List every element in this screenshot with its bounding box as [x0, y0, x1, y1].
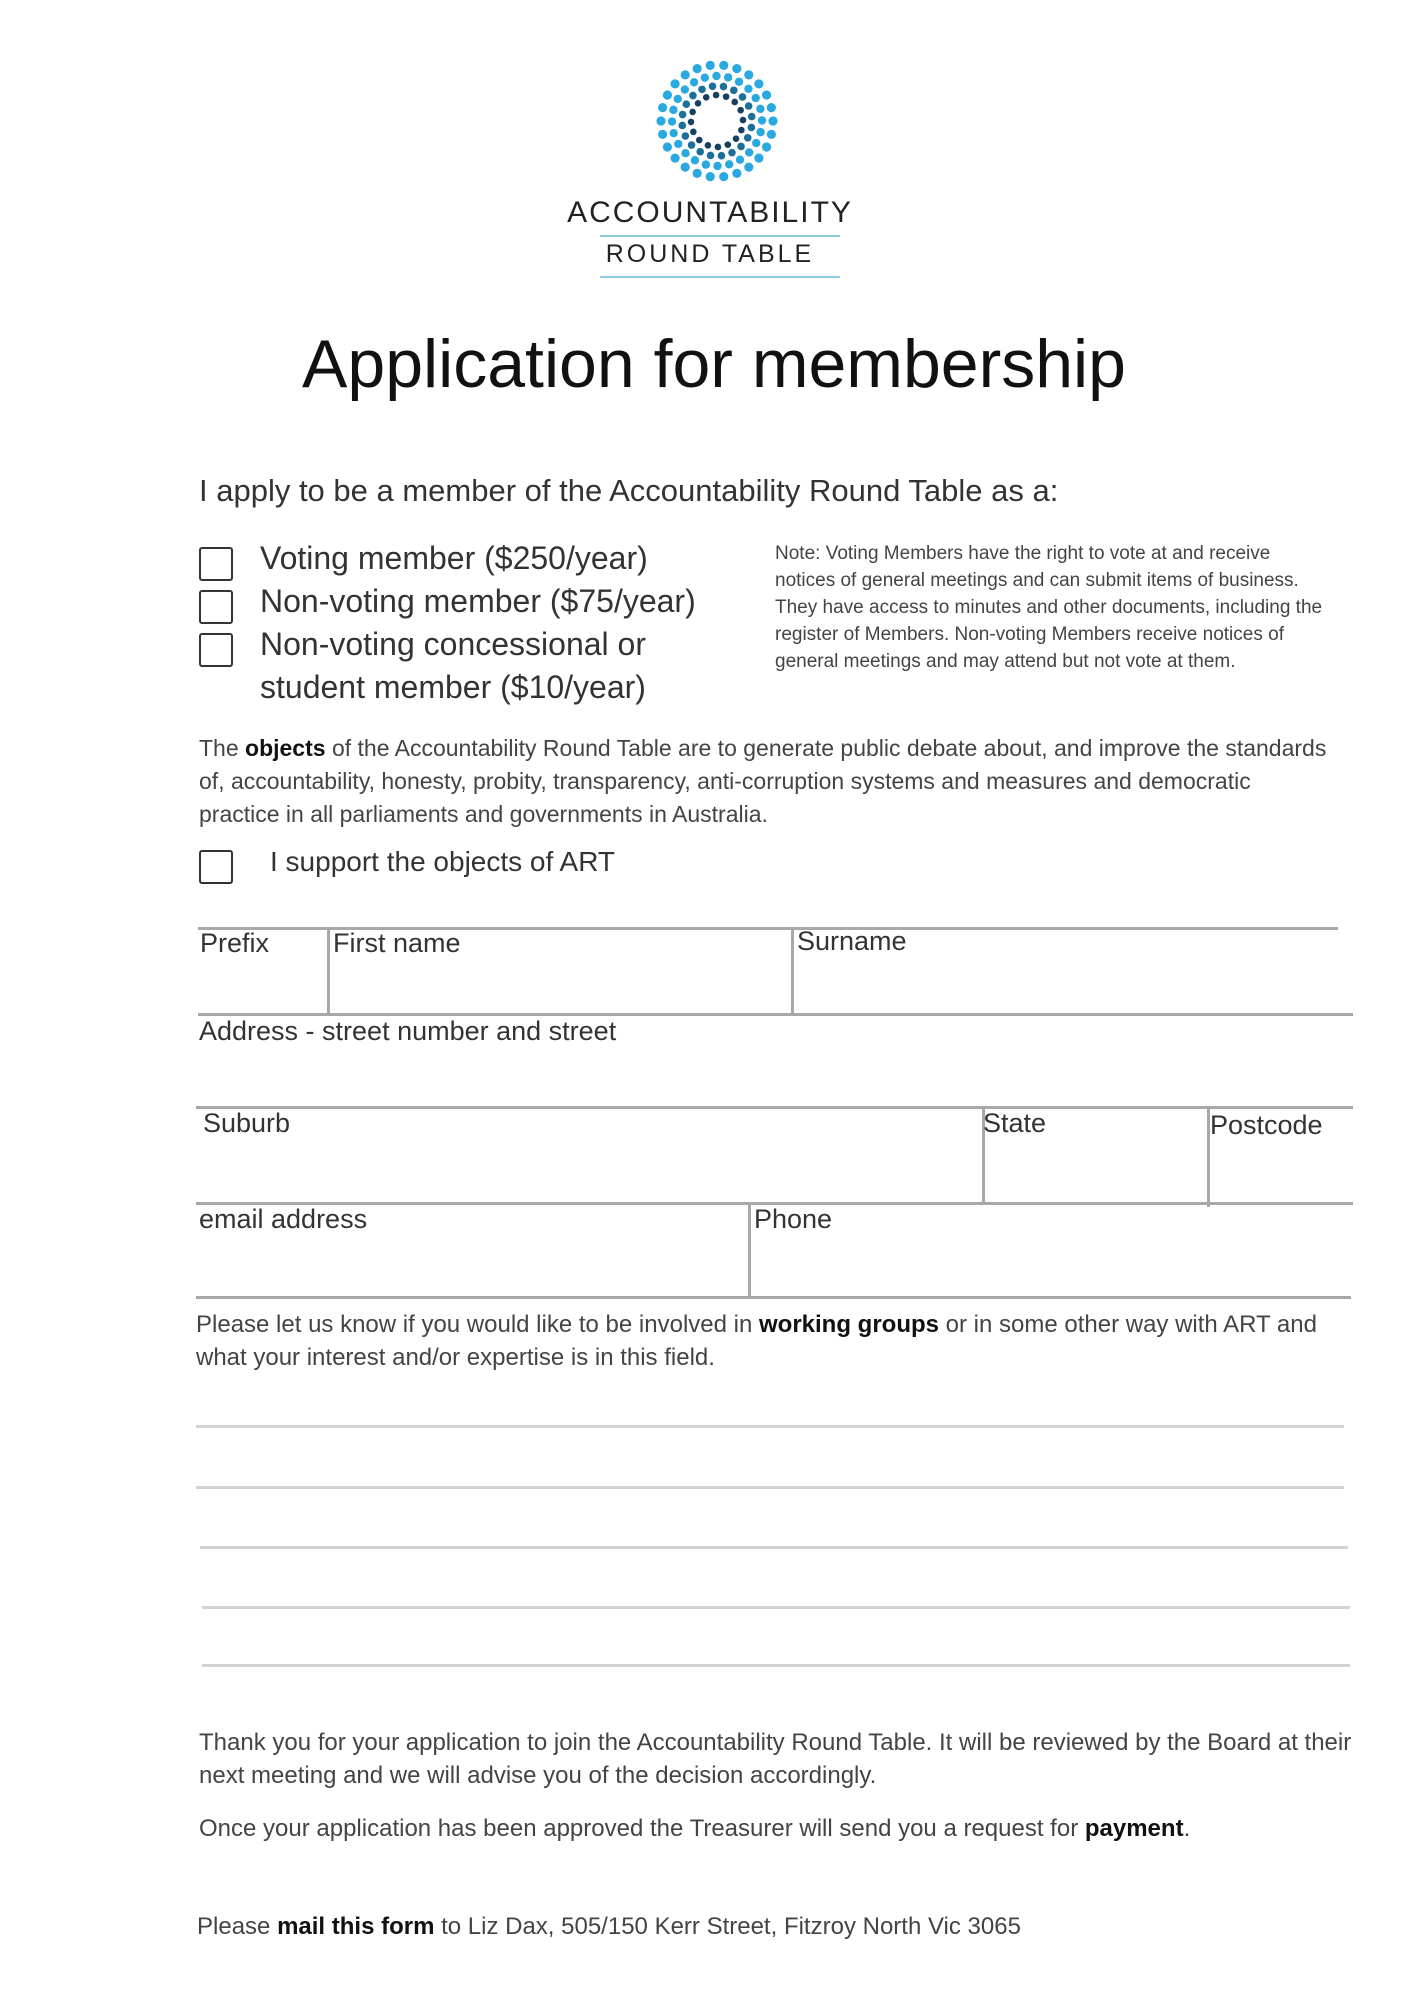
logo-dot	[752, 94, 760, 102]
suburb-label: Suburb	[203, 1108, 291, 1138]
logo-dot	[669, 106, 677, 114]
objects-paragraph	[199, 732, 1329, 831]
logo-dot	[706, 61, 715, 70]
email-label: email address	[199, 1204, 368, 1234]
payment-before: Once your application has been approved the Treasurer will send you a request for	[199, 1815, 1079, 1842]
logo-dot	[736, 156, 744, 164]
logo-rule-top	[600, 235, 840, 237]
address-input[interactable]	[199, 1060, 1343, 1102]
logo-dot	[701, 73, 709, 81]
logo-dot	[656, 116, 665, 125]
logo-dot	[693, 169, 702, 178]
logo-icon	[654, 58, 780, 184]
logo-dot	[674, 95, 682, 103]
logo-dot	[674, 140, 682, 148]
writing-line-3	[200, 1546, 1348, 1549]
mail-after: to Liz Dax, 505/150 Kerr Street, Fitzroy North Vic 3065	[441, 1913, 1021, 1940]
logo-dot	[713, 92, 720, 99]
prefix-label: Prefix	[200, 928, 270, 958]
mail-before: Please	[197, 1913, 271, 1940]
logo-dot	[767, 103, 776, 112]
logo-dot	[719, 61, 728, 70]
logo-dot	[682, 132, 690, 140]
logo-dot	[670, 154, 679, 163]
postcode-label: Postcode	[1210, 1110, 1323, 1140]
writing-line-4	[202, 1606, 1350, 1609]
logo-dot	[724, 141, 731, 148]
logo-dot	[762, 90, 771, 99]
first-name-label: First name	[333, 928, 461, 958]
logo-dot	[768, 116, 777, 125]
logo-dot	[695, 100, 702, 107]
logo-dot	[696, 137, 703, 144]
suburb-input[interactable]	[203, 1152, 977, 1194]
logo-dot	[668, 117, 676, 125]
working-groups-before: Please let us know if you would like to be involved in	[196, 1311, 753, 1338]
org-name-line1: ACCOUNTABILITY	[567, 196, 853, 229]
logo-dot	[681, 162, 690, 171]
payment-bold: payment	[1084, 1815, 1184, 1842]
logo-rule-bottom	[600, 276, 840, 278]
state-label: State	[983, 1108, 1047, 1138]
logo-dot	[756, 105, 764, 113]
logo-dot	[703, 94, 710, 101]
logo-dot	[682, 100, 690, 108]
logo-dot	[702, 160, 710, 168]
logo-dot	[745, 148, 753, 156]
state-input[interactable]	[988, 1152, 1202, 1194]
logo-dot	[732, 64, 741, 73]
thanks-paragraph: Thank you for your application to join the Accountability Round Table. It will be reviewed by the Board at their next meeting and we will advise you of the decision accordingly.	[199, 1729, 1352, 1789]
logo-dot	[718, 152, 726, 160]
logo-dot	[737, 143, 745, 151]
logo-dot	[658, 130, 667, 139]
postcode-input[interactable]	[1213, 1152, 1352, 1194]
objects-text: of the Accountability Round Table are to generate public debate about, and improve the standards of, accountability, honesty, probity, transparency, anti-corruption systems and measures and democratic practice in all parliaments and governments in Australia.	[199, 735, 1327, 827]
logo-dot	[670, 79, 679, 88]
logo-dot	[724, 73, 732, 81]
logo-dot	[715, 144, 722, 151]
logo-dot	[725, 160, 733, 168]
writing-line-1	[196, 1425, 1344, 1428]
email-bottom-line	[196, 1296, 1351, 1299]
logo-dot	[690, 128, 697, 135]
writing-line-5	[202, 1664, 1350, 1667]
logo-dot	[681, 70, 690, 79]
logo-dot	[744, 134, 752, 142]
mail-paragraph	[197, 1910, 1357, 1943]
surname-input[interactable]	[797, 970, 1331, 1008]
first-name-input[interactable]	[333, 970, 787, 1008]
logo-dot	[690, 78, 698, 86]
working-groups-after: or in some other way with ART and what your interest and/or expertise is in this field.	[196, 1311, 1317, 1371]
non-voting-member-label: Non-voting member ($75/year)	[260, 583, 696, 619]
objects-prefix: The	[199, 735, 239, 761]
membership-note: Note: Voting Members have the right to vote at and receive notices of general meetings and can submit items of business. They have access to minutes and other documents, including the register of Members. Non-voting Members receive notices of general meetings and may attend but not vote at them.	[775, 543, 1323, 672]
email-divider	[748, 1204, 751, 1296]
logo-dot	[663, 142, 672, 151]
working-groups-bold: working groups	[758, 1311, 939, 1338]
logo-dot	[744, 70, 753, 79]
logo-dot	[744, 162, 753, 171]
logo-dot	[707, 152, 715, 160]
concessional-member-checkbox[interactable]	[199, 633, 233, 667]
phone-label: Phone	[754, 1204, 833, 1234]
logo-dot	[752, 139, 760, 147]
logo-dot	[740, 117, 747, 124]
logo-dot	[658, 103, 667, 112]
logo-dot	[732, 169, 741, 178]
logo-dot	[688, 119, 695, 126]
logo-dot	[689, 92, 697, 100]
logo-dot	[748, 124, 756, 132]
logo-dot	[756, 128, 764, 136]
voting-member-label: Voting member ($250/year)	[260, 540, 648, 576]
logo-dot	[679, 111, 687, 119]
phone-input[interactable]	[754, 1248, 1348, 1290]
logo-dot	[723, 93, 730, 100]
concessional-member-label-line1: Non-voting concessional or	[260, 626, 646, 662]
logo-dot	[745, 102, 753, 110]
logo-dot	[739, 93, 747, 101]
firstname-divider	[791, 927, 794, 1013]
logo-dot	[754, 79, 763, 88]
logo-dot	[681, 149, 689, 157]
page-title: Application for membership	[302, 326, 1126, 402]
logo-dot	[737, 107, 744, 114]
logo-dot	[738, 127, 745, 134]
logo-dot	[706, 172, 715, 181]
logo-dot	[728, 149, 736, 157]
logo-dot	[735, 78, 743, 86]
logo-dot	[758, 116, 766, 124]
address-bottom-line	[196, 1106, 1353, 1109]
logo-dot	[698, 86, 706, 94]
logo-dot	[678, 122, 686, 130]
prefix-input[interactable]	[200, 970, 324, 1008]
logo-dot	[693, 64, 702, 73]
objects-bold: objects	[245, 735, 326, 761]
logo-dot	[688, 141, 696, 149]
voting-member-checkbox[interactable]	[199, 547, 233, 581]
logo-dot	[731, 99, 738, 106]
logo-dot	[748, 113, 756, 121]
logo-dot	[762, 142, 771, 151]
logo-dot	[744, 85, 752, 93]
intro-text: I apply to be a member of the Accountability Round Table as a:	[199, 473, 1059, 508]
logo-dot	[767, 130, 776, 139]
writing-line-2	[196, 1486, 1344, 1489]
surname-label: Surname	[797, 926, 907, 956]
payment-paragraph	[199, 1812, 1359, 1845]
logo-dot	[733, 135, 740, 142]
working-groups-paragraph	[196, 1308, 1341, 1374]
logo-dot	[691, 156, 699, 164]
email-input[interactable]	[199, 1248, 743, 1290]
concessional-member-label-line2: student member ($10/year)	[260, 669, 646, 705]
support-objects-label: I support the objects of ART	[270, 846, 616, 877]
logo-dot	[689, 109, 696, 116]
logo-dot	[681, 85, 689, 93]
logo-dot	[663, 90, 672, 99]
prefix-divider	[327, 927, 330, 1013]
logo-dot	[720, 83, 728, 91]
non-voting-member-checkbox[interactable]	[199, 590, 233, 624]
logo-dot	[719, 172, 728, 181]
logo-dot	[713, 162, 721, 170]
logo-dot	[669, 129, 677, 137]
payment-after: .	[1183, 1815, 1191, 1842]
org-name-line2: ROUND TABLE	[605, 240, 815, 268]
support-objects-checkbox[interactable]	[199, 850, 233, 884]
logo-dot	[730, 86, 738, 94]
logo-dot	[754, 154, 763, 163]
address-label: Address - street number and street	[199, 1016, 617, 1046]
logo-dot	[712, 72, 720, 80]
mail-bold: mail this form	[277, 1913, 435, 1940]
logo-dot	[709, 82, 717, 90]
logo-dot	[705, 142, 712, 149]
logo-dot	[696, 148, 704, 156]
